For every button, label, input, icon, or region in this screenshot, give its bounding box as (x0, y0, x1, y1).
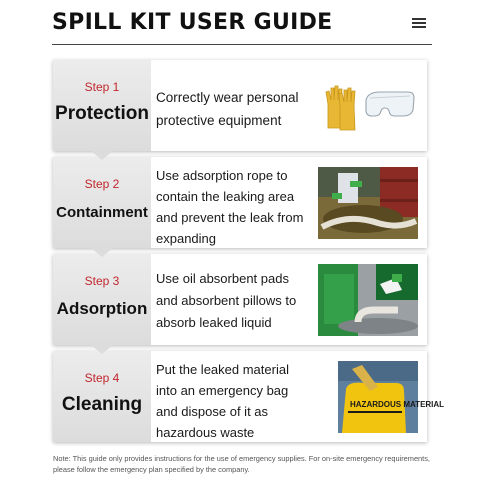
footer-note: Note: This guide only provides instructions for the use of emergency supplies. For on-site emergency requirements, please follow the emergency plan specified by the company. (53, 454, 430, 474)
containment-image (318, 167, 418, 239)
step-label-panel (53, 254, 151, 345)
step-arrow-icon (91, 151, 113, 160)
step-description: Put the leaked material into an emergency bag and dispose of it as hazardous waste (156, 362, 289, 440)
step-label-panel (53, 351, 151, 442)
step-name: Protection (55, 103, 149, 124)
step-number: Step 4 (84, 371, 120, 385)
step-number: Step 1 (84, 80, 120, 94)
gloves-goggles-image (318, 70, 418, 142)
header (52, 8, 432, 44)
step-card-cleaning (53, 351, 445, 442)
hazardous-bag-image (318, 361, 445, 433)
menu-icon[interactable] (412, 18, 426, 28)
step-name: Containment (56, 204, 148, 221)
step-label-panel (53, 60, 151, 151)
adsorption-image (318, 264, 418, 336)
step-card-containment (53, 157, 427, 248)
step-number: Step 3 (84, 274, 120, 288)
bag-label: HAZARDOUS MATERIAL (350, 400, 445, 409)
step-description: Correctly wear personal protective equipment (156, 90, 299, 128)
step-number: Step 2 (84, 177, 120, 191)
step-card-adsorption (53, 254, 427, 345)
step-name: Cleaning (61, 394, 143, 415)
title-divider (52, 44, 432, 45)
step-arrow-icon (91, 248, 113, 257)
step-description: Use adsorption rope to contain the leaking area and prevent the leak from expanding (156, 168, 304, 246)
page-title: SPILL KIT USER GUIDE (52, 10, 333, 35)
step-label-panel (53, 157, 151, 248)
step-card-protection (53, 60, 427, 151)
steps-list (53, 60, 445, 448)
step-description: Use oil absorbent pads and absorbent pillows to absorb leaked liquid (156, 271, 297, 330)
step-name: Adsorption (56, 299, 148, 318)
step-arrow-icon (91, 345, 113, 354)
